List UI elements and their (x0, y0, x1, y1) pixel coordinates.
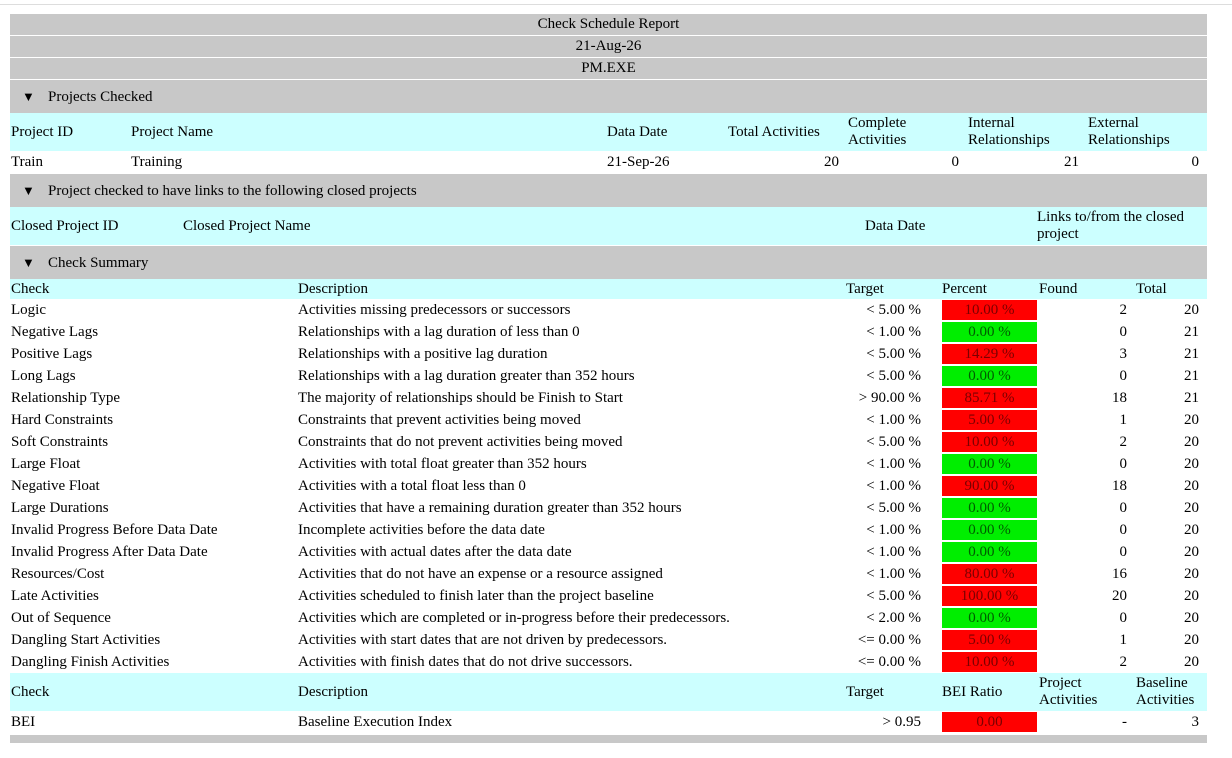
table-row (10, 151, 1207, 173)
bei-ratio-cell (941, 711, 1038, 733)
check-target: < 5.00 % (866, 588, 921, 604)
check-found: 2 (1119, 302, 1127, 318)
check-percent: 10.00 % (942, 300, 1037, 320)
data-date: 21-Sep-26 (607, 154, 670, 170)
check-description: Constraints that do not prevent activities being moved (298, 434, 623, 450)
table-row (10, 299, 1207, 321)
table-header-row (10, 207, 1207, 245)
check-description: Activities scheduled to finish later than the project baseline (298, 588, 654, 604)
check-target: < 5.00 % (866, 368, 921, 384)
table-row (10, 629, 1207, 651)
percent-cell (941, 475, 1038, 497)
column-header: Found (1038, 279, 1135, 299)
check-total: 21 (1184, 390, 1199, 406)
check-description: Relationships with a positive lag duration (298, 346, 548, 362)
baseline-activities: 3 (1191, 714, 1199, 730)
check-total: 20 (1184, 566, 1199, 582)
check-percent: 14.29 % (942, 344, 1037, 364)
collapse-triangle-icon[interactable]: ▼ (22, 255, 35, 270)
table-row (10, 387, 1207, 409)
check-target: < 1.00 % (866, 566, 921, 582)
check-percent: 10.00 % (942, 432, 1037, 452)
projects-table (10, 113, 1207, 173)
report-file: PM.EXE (10, 58, 1207, 79)
check-name: Negative Float (11, 478, 100, 494)
check-total: 21 (1184, 368, 1199, 384)
check-found: 2 (1119, 434, 1127, 450)
column-header: Closed Project ID (10, 207, 182, 245)
table-row (10, 585, 1207, 607)
complete-activities: 0 (951, 154, 959, 170)
check-percent: 0.00 % (942, 454, 1037, 474)
percent-cell (941, 497, 1038, 519)
check-summary-table (10, 279, 1207, 733)
check-percent: 0.00 % (942, 498, 1037, 518)
table-row (10, 497, 1207, 519)
check-description: Activities that do not have an expense or a resource assigned (298, 566, 663, 582)
column-header: Check (10, 279, 297, 299)
column-header: Closed Project Name (182, 207, 864, 245)
check-name: Late Activities (11, 588, 99, 604)
column-header: Target (845, 673, 941, 711)
column-header: Check (10, 673, 297, 711)
column-header: Total Activities (727, 113, 847, 151)
check-percent: 90.00 % (942, 476, 1037, 496)
check-total: 21 (1184, 346, 1199, 362)
check-target: <= 0.00 % (857, 632, 921, 648)
check-name: Invalid Progress After Data Date (11, 544, 208, 560)
section-projects-checked[interactable] (10, 80, 1207, 113)
check-target: < 5.00 % (866, 302, 921, 318)
check-total: 20 (1184, 654, 1199, 670)
column-header: Total (1135, 279, 1207, 299)
check-found: 0 (1119, 522, 1127, 538)
column-header: Baseline Activities (1135, 673, 1207, 711)
check-description: Activities with total float greater than 352 hours (298, 456, 587, 472)
column-header: BEI Ratio (941, 673, 1038, 711)
table-row (10, 711, 1207, 733)
check-name: Relationship Type (11, 390, 121, 406)
column-header: Links to/from the closed project (1036, 207, 1207, 245)
top-divider (0, 4, 1232, 5)
section-title: Project checked to have links to the following closed projects (48, 183, 417, 199)
percent-cell (941, 453, 1038, 475)
check-percent: 0.00 % (942, 520, 1037, 540)
column-header: Target (845, 279, 941, 299)
percent-cell (941, 431, 1038, 453)
table-row (10, 475, 1207, 497)
check-description: Relationships with a lag duration of less than 0 (298, 324, 580, 340)
check-percent: 5.00 % (942, 630, 1037, 650)
check-total: 20 (1184, 522, 1199, 538)
column-header: Internal Relationships (967, 113, 1087, 151)
table-row (10, 343, 1207, 365)
check-found: 2 (1119, 654, 1127, 670)
check-name: Resources/Cost (11, 566, 105, 582)
check-found: 0 (1119, 368, 1127, 384)
check-total: 20 (1184, 632, 1199, 648)
percent-cell (941, 409, 1038, 431)
check-summary-rows (10, 299, 1207, 673)
column-header: External Relationships (1087, 113, 1207, 151)
percent-cell (941, 563, 1038, 585)
report (10, 14, 1207, 743)
section-title: Projects Checked (48, 89, 153, 105)
table-row (10, 321, 1207, 343)
check-name: Logic (11, 302, 46, 318)
percent-cell (941, 519, 1038, 541)
closed-projects-table (10, 207, 1207, 245)
check-description: Activities that have a remaining duration greater than 352 hours (298, 500, 682, 516)
column-header: Data Date (606, 113, 727, 151)
check-description: Activities missing predecessors or successors (298, 302, 571, 318)
bei-ratio: 0.00 (942, 712, 1037, 732)
check-name: Out of Sequence (11, 610, 111, 626)
check-name: Negative Lags (11, 324, 99, 340)
check-total: 20 (1184, 412, 1199, 428)
bottom-bar (10, 735, 1207, 743)
check-found: 0 (1119, 500, 1127, 516)
table-row (10, 541, 1207, 563)
check-percent: 100.00 % (942, 586, 1037, 606)
check-name: Dangling Start Activities (11, 632, 161, 648)
check-target: < 1.00 % (866, 456, 921, 472)
section-closed-projects[interactable] (10, 174, 1207, 207)
table-header-row (10, 279, 1207, 299)
check-name: BEI (11, 714, 36, 730)
report-date: 21-Aug-26 (10, 36, 1207, 57)
section-check-summary[interactable] (10, 246, 1207, 279)
check-found: 0 (1119, 610, 1127, 626)
check-target: < 1.00 % (866, 478, 921, 494)
check-found: 20 (1112, 588, 1127, 604)
check-target: < 1.00 % (866, 544, 921, 560)
external-relationships: 0 (1191, 154, 1199, 170)
check-percent: 10.00 % (942, 652, 1037, 672)
table-row (10, 365, 1207, 387)
internal-relationships: 21 (1064, 154, 1079, 170)
column-header: Project Name (130, 113, 606, 151)
column-header: Data Date (864, 207, 1036, 245)
check-total: 21 (1184, 324, 1199, 340)
check-percent: 0.00 % (942, 542, 1037, 562)
percent-cell (941, 321, 1038, 343)
check-found: 0 (1119, 456, 1127, 472)
percent-cell (941, 299, 1038, 321)
table-row (10, 409, 1207, 431)
column-header: Description (297, 279, 845, 299)
column-header: Percent (941, 279, 1038, 299)
check-name: Soft Constraints (11, 434, 109, 450)
table-row (10, 563, 1207, 585)
check-name: Invalid Progress Before Data Date (11, 522, 218, 538)
check-total: 20 (1184, 456, 1199, 472)
percent-cell (941, 343, 1038, 365)
check-target: < 1.00 % (866, 522, 921, 538)
check-found: 1 (1119, 632, 1127, 648)
report-title: Check Schedule Report (10, 14, 1207, 35)
check-total: 20 (1184, 478, 1199, 494)
table-row (10, 431, 1207, 453)
check-target: < 5.00 % (866, 346, 921, 362)
check-target: > 0.95 (882, 714, 921, 730)
check-target: < 1.00 % (866, 324, 921, 340)
check-found: 0 (1119, 324, 1127, 340)
column-header: Description (297, 673, 845, 711)
percent-cell (941, 607, 1038, 629)
check-percent: 0.00 % (942, 366, 1037, 386)
column-header: Project ID (10, 113, 130, 151)
check-total: 20 (1184, 434, 1199, 450)
check-target: < 5.00 % (866, 500, 921, 516)
check-found: 3 (1119, 346, 1127, 362)
check-name: Large Float (11, 456, 81, 472)
project-activities: - (1122, 714, 1127, 730)
check-description: Constraints that prevent activities being moved (298, 412, 581, 428)
check-description: Activities with a total float less than 0 (298, 478, 526, 494)
column-header: Project Activities (1038, 673, 1135, 711)
check-total: 20 (1184, 588, 1199, 604)
percent-cell (941, 585, 1038, 607)
percent-cell (941, 651, 1038, 673)
check-description: Incomplete activities before the data date (298, 522, 545, 538)
table-row (10, 519, 1207, 541)
table-row (10, 453, 1207, 475)
project-id: Train (11, 154, 43, 170)
check-percent: 5.00 % (942, 410, 1037, 430)
percent-cell (941, 541, 1038, 563)
section-title: Check Summary (48, 255, 149, 271)
table-row (10, 651, 1207, 673)
column-header: Complete Activities (847, 113, 967, 151)
percent-cell (941, 629, 1038, 651)
check-target: <= 0.00 % (857, 654, 921, 670)
check-found: 18 (1112, 390, 1127, 406)
check-description: Activities with actual dates after the data date (298, 544, 572, 560)
check-target: < 1.00 % (866, 412, 921, 428)
check-total: 20 (1184, 500, 1199, 516)
collapse-triangle-icon[interactable]: ▼ (22, 183, 35, 198)
percent-cell (941, 365, 1038, 387)
check-target: < 5.00 % (866, 434, 921, 450)
check-description: Activities with finish dates that do not drive successors. (298, 654, 633, 670)
table-header-row (10, 113, 1207, 151)
percent-cell (941, 387, 1038, 409)
check-target: < 2.00 % (866, 610, 921, 626)
check-total: 20 (1184, 302, 1199, 318)
check-target: > 90.00 % (858, 390, 921, 406)
project-name: Training (131, 154, 183, 170)
check-total: 20 (1184, 610, 1199, 626)
check-description: Relationships with a lag duration greater than 352 hours (298, 368, 635, 384)
check-total: 20 (1184, 544, 1199, 560)
check-name: Long Lags (11, 368, 76, 384)
check-percent: 80.00 % (942, 564, 1037, 584)
check-description: Activities which are completed or in-progress before their predecessors. (298, 610, 730, 626)
collapse-triangle-icon[interactable]: ▼ (22, 89, 35, 104)
check-percent: 0.00 % (942, 608, 1037, 628)
check-found: 1 (1119, 412, 1127, 428)
check-name: Hard Constraints (11, 412, 114, 428)
check-found: 16 (1112, 566, 1127, 582)
check-found: 18 (1112, 478, 1127, 494)
total-activities: 20 (824, 154, 839, 170)
check-description: Baseline Execution Index (298, 714, 453, 730)
check-name: Positive Lags (11, 346, 93, 362)
check-found: 0 (1119, 544, 1127, 560)
table-header-row (10, 673, 1207, 711)
check-percent: 85.71 % (942, 388, 1037, 408)
check-name: Large Durations (11, 500, 109, 516)
check-description: Activities with start dates that are not driven by predecessors. (298, 632, 668, 648)
check-name: Dangling Finish Activities (11, 654, 170, 670)
check-description: The majority of relationships should be Finish to Start (298, 390, 623, 406)
check-percent: 0.00 % (942, 322, 1037, 342)
table-row (10, 607, 1207, 629)
